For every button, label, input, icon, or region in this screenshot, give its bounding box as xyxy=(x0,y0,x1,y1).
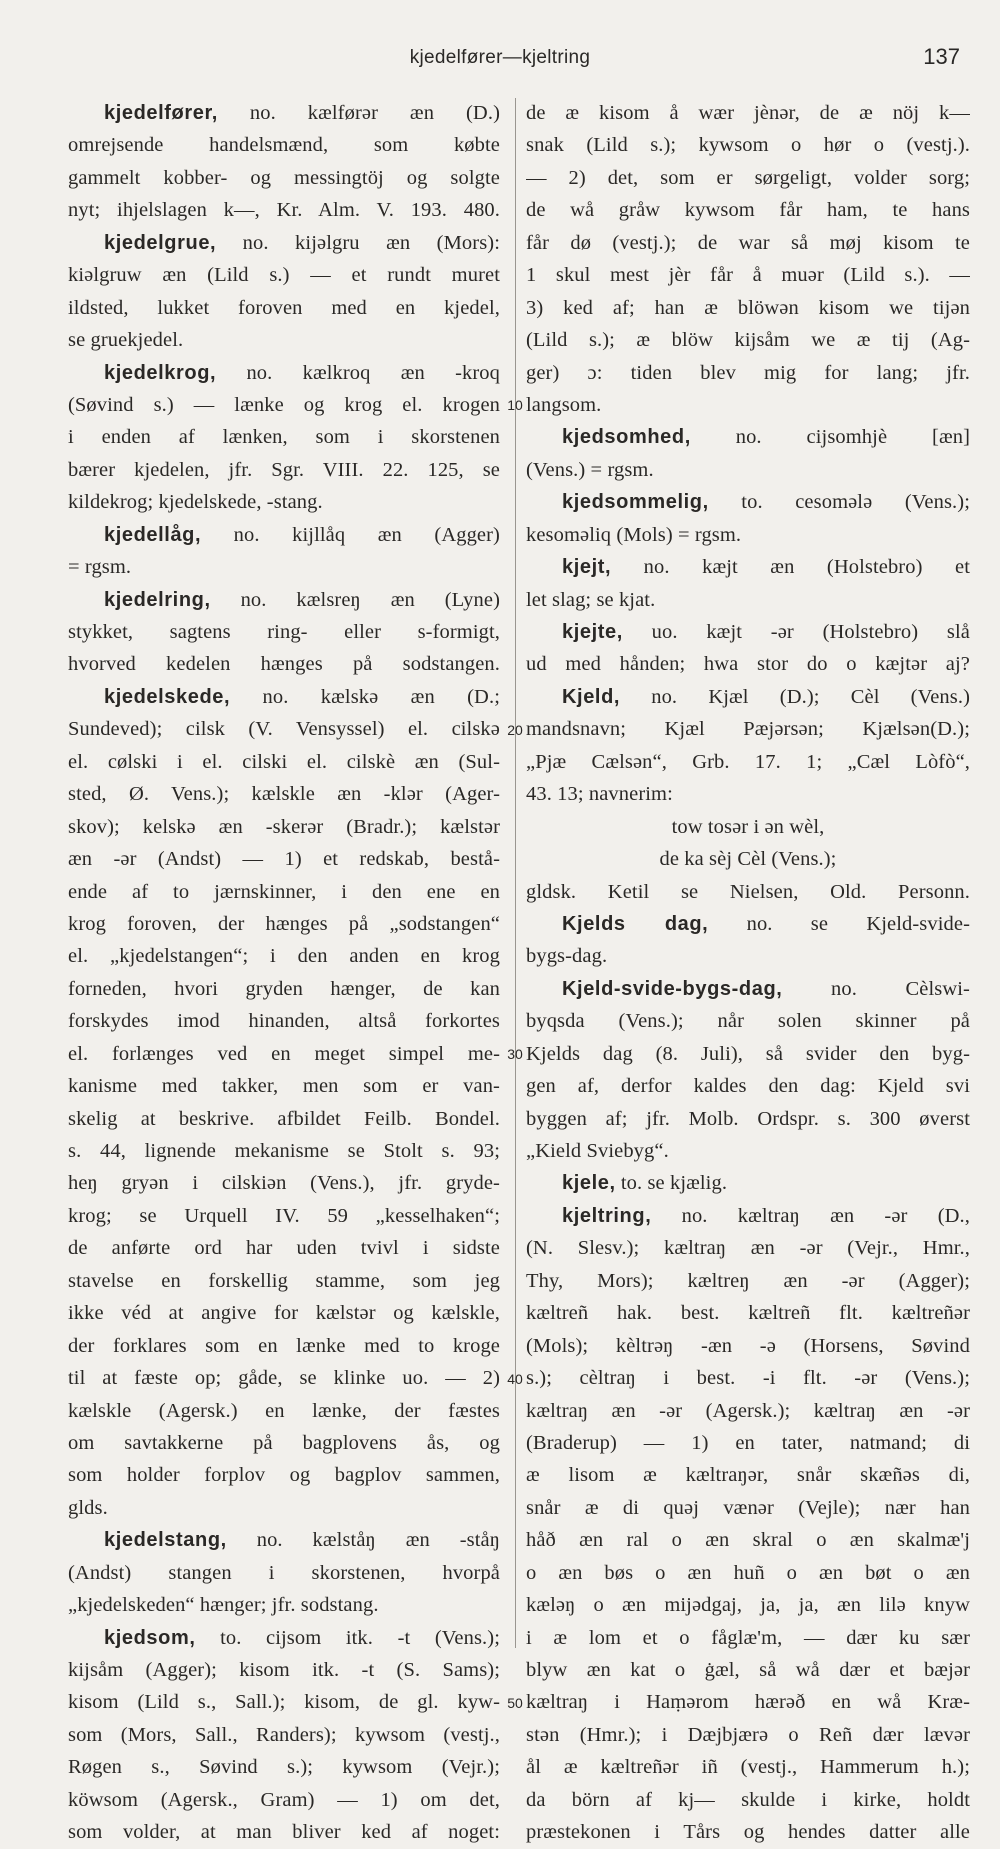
headword: kjedelkrog, xyxy=(104,361,217,384)
text-line xyxy=(526,1492,970,1524)
text-line xyxy=(526,1686,970,1718)
line-text: forneden, hvori gryden hænger, de kan xyxy=(68,977,500,1000)
text-line xyxy=(68,1751,500,1783)
line-text: (Søvind s.) — lænke og krog el. krogen xyxy=(68,393,500,416)
text-line xyxy=(526,519,970,551)
line-text: no. kælsreŋ æn (Lyne) xyxy=(210,588,500,611)
line-text: Kjelds dag (8. Juli), så svider den byg- xyxy=(526,1042,970,1065)
line-text: æn -ər (Andst) — 1) et redskab, bestå- xyxy=(68,848,500,871)
entry-headword-line xyxy=(68,97,500,129)
text-line xyxy=(68,1589,500,1621)
line-text: nyt; ihjelslagen k—, Kr. Alm. V. 193. 480. xyxy=(68,199,500,222)
line-text: til at fæste op; gåde, se klinke uo. — 2) xyxy=(68,1367,500,1390)
text-line xyxy=(68,1557,500,1589)
text-line xyxy=(68,876,500,908)
line-text: bygs-dag. xyxy=(526,945,608,968)
entry-headword-line xyxy=(68,227,500,259)
line-text: omrejsende handelsmænd, som købte xyxy=(68,134,500,157)
line-text: de ka sèj Cèl (Vens.); xyxy=(659,848,837,871)
text-line xyxy=(68,973,500,1005)
text-line xyxy=(68,713,500,745)
line-text: kæltraŋ æn -ər (Agersk.); kæltraŋ æn -ər xyxy=(526,1399,970,1422)
entry-headword-line xyxy=(526,908,970,940)
text-line xyxy=(68,1103,500,1135)
text-line xyxy=(68,1686,500,1718)
entry-headword-line xyxy=(68,584,500,616)
text-line xyxy=(68,940,500,972)
line-text: kildekrog; kjedelskede, -stang. xyxy=(68,491,323,514)
headword: kjedelskede, xyxy=(104,685,231,708)
page-number: 137 xyxy=(923,44,960,69)
line-text: 43. 13; navnerim: xyxy=(526,783,673,806)
line-text: stavelse en forskellig stamme, som jeg xyxy=(68,1269,500,1292)
line-text: stən (Hmr.); i Dæjbjærə o Reñ dær lævər xyxy=(526,1723,970,1746)
text-line xyxy=(526,389,970,421)
text-line xyxy=(68,129,500,161)
text-line xyxy=(526,1622,970,1654)
line-text: no. kælståŋ æn -ståŋ xyxy=(226,1529,500,1552)
line-text: 1 skul mest jèr får å muər (Lild s.). — xyxy=(526,264,970,287)
text-line xyxy=(68,1719,500,1751)
line-text: el. forlænges ved en meget simpel me- xyxy=(68,1042,500,1065)
entry-headword-line xyxy=(68,1622,500,1654)
text-line xyxy=(526,713,970,745)
text-line xyxy=(68,292,500,324)
text-line xyxy=(526,1816,970,1848)
line-text: kæltraŋ i Haṃərom hærəð en wå Kræ- xyxy=(526,1691,970,1714)
text-line xyxy=(526,1297,970,1329)
text-line xyxy=(68,389,500,421)
line-text: æ lisom æ kæltraŋər, snår skæñəs di, xyxy=(526,1464,970,1487)
line-text: tow tosər i ən wèl, xyxy=(671,815,825,838)
text-line xyxy=(68,1362,500,1394)
text-line xyxy=(526,843,970,875)
text-line xyxy=(526,1654,970,1686)
entry-headword-line xyxy=(526,616,970,648)
text-line xyxy=(526,1135,970,1167)
line-text: de æ kisom å wær jènər, de æ nöj k— xyxy=(526,102,970,124)
line-text: no. kæltraŋ æn -ər (D., xyxy=(651,1204,970,1227)
entry-headword-line xyxy=(68,681,500,713)
headword: Kjeld, xyxy=(562,685,621,708)
text-line xyxy=(526,1038,970,1070)
headword: kjele, xyxy=(562,1172,616,1195)
line-text: „Pjæ Cælsən“, Grb. 17. 1; „Cæl Lòfò“, xyxy=(526,750,970,773)
line-text: ende af to jærnskinner, i den ene en xyxy=(68,880,500,903)
line-text: Røgen s., Søvind s.); kywsom (Vejr.); xyxy=(68,1756,500,1779)
text-line xyxy=(68,811,500,843)
text-line xyxy=(68,648,500,680)
line-number: 30 xyxy=(507,1046,523,1063)
text-line xyxy=(526,227,970,259)
text-line xyxy=(526,1395,970,1427)
line-text: ål æ kæltreñər iñ (vestj., Hammerum h.); xyxy=(526,1756,970,1779)
text-line xyxy=(68,454,500,486)
text-line xyxy=(526,584,970,616)
line-text: kæltreñ hak. best. kæltreñ flt. kæltreñər xyxy=(526,1302,970,1325)
entry-headword-line xyxy=(526,973,970,1005)
entry-headword-line xyxy=(526,1200,970,1232)
line-text: (Vens.) = rgsm. xyxy=(526,458,654,481)
entry-headword-line xyxy=(526,551,970,583)
text-line xyxy=(526,1719,970,1751)
line-text: gldsk. Ketil se Nielsen, Old. Personn. xyxy=(526,880,970,903)
text-line xyxy=(526,1070,970,1102)
text-line xyxy=(68,1330,500,1362)
line-text: som (Mors, Sall., Randers); kywsom (vestj., xyxy=(68,1723,500,1746)
headword: Kjeld-svide-bygs-dag, xyxy=(562,977,783,1000)
line-text: byqsda (Vens.); når solen skinner på xyxy=(526,1010,970,1033)
line-text: som volder, at man bliver ked af noget: xyxy=(68,1821,500,1844)
line-text: kanisme med takker, men som er van- xyxy=(68,1075,500,1098)
text-line xyxy=(526,1265,970,1297)
line-text: kiəlgruw æn (Lild s.) — et rundt muret xyxy=(68,264,500,287)
line-text: no. cijsomhjè [æn] xyxy=(690,426,970,449)
entry-headword-line xyxy=(526,486,970,518)
line-text: to. se kjælig. xyxy=(615,1172,728,1195)
text-line xyxy=(526,1103,970,1135)
text-line xyxy=(526,1557,970,1589)
line-text: stykket, sagtens ring- eller s-formigt, xyxy=(68,621,500,643)
text-line xyxy=(68,1816,500,1848)
text-line xyxy=(526,811,970,843)
line-text: krog; se Urquell IV. 59 „kesselhaken“; xyxy=(68,1204,500,1227)
entry-headword-line xyxy=(68,519,500,551)
line-text: (Braderup) — 1) en tater, natmand; di xyxy=(526,1431,970,1454)
line-text: skov); kelskə æn -skerər (Bradr.); kælstər xyxy=(68,815,500,838)
text-line xyxy=(68,1784,500,1816)
text-line xyxy=(68,746,500,778)
line-text: (Lild s.); æ blöw kijsåm we æ tij (Ag- xyxy=(526,329,970,352)
text-line xyxy=(68,194,500,226)
line-text: el. cølski i el. cilski el. cilskè æn (Sul- xyxy=(68,750,500,773)
text-line xyxy=(526,97,970,129)
text-line xyxy=(68,1038,500,1070)
text-line xyxy=(68,1395,500,1427)
text-line xyxy=(68,1135,500,1167)
text-line xyxy=(68,1654,500,1686)
text-line xyxy=(68,551,500,583)
line-text: ger) ɔ: tiden blev mig for lang; jfr. xyxy=(526,361,970,384)
text-line xyxy=(526,324,970,356)
text-line xyxy=(526,1589,970,1621)
line-text: får dø (vestj.); de war så møj kisom te xyxy=(526,231,970,254)
line-text: = rgsm. xyxy=(68,556,132,579)
line-text: Thy, Mors); kæltreŋ æn -ər (Agger); xyxy=(526,1269,970,1292)
headword: kjedellåg, xyxy=(104,523,202,546)
text-line xyxy=(68,1427,500,1459)
text-line xyxy=(68,486,500,518)
running-header xyxy=(0,44,1000,74)
line-text: ildsted, lukket foroven med en kjedel, xyxy=(68,296,500,319)
text-line xyxy=(68,778,500,810)
text-line xyxy=(68,162,500,194)
text-line xyxy=(526,778,970,810)
line-text: der forklares som en lænke med to kroge xyxy=(68,1334,500,1357)
line-text: ud med hånden; hwa stor do o kæjtər aj? xyxy=(526,653,970,676)
line-text: uo. kæjt -ər (Holstebro) slå xyxy=(622,621,970,643)
text-line xyxy=(526,746,970,778)
line-text: s.); cèltraŋ i best. -i flt. -ər (Vens.); xyxy=(526,1367,970,1390)
text-line xyxy=(526,259,970,291)
line-text: let slag; se kjat. xyxy=(526,588,656,611)
line-text: Sundeved); cilsk (V. Vensyssel) el. cilskə xyxy=(68,718,500,741)
text-line xyxy=(68,1297,500,1329)
line-text: no. Kjæl (D.); Cèl (Vens.) xyxy=(620,685,970,708)
text-line xyxy=(526,129,970,161)
text-line xyxy=(526,876,970,908)
entry-headword-line xyxy=(526,1167,970,1199)
text-line xyxy=(68,616,500,648)
text-line xyxy=(526,940,970,972)
line-text: no. kælskə æn (D.; xyxy=(230,685,500,708)
line-text: byggen af; jfr. Molb. Ordspr. s. 300 øverst xyxy=(526,1107,970,1130)
text-line xyxy=(68,843,500,875)
line-text: no. Cèlswi- xyxy=(782,977,970,1000)
line-text: skelig at beskrive. afbildet Feilb. Bondel. xyxy=(68,1107,500,1130)
line-text: kælskle (Agersk.) en lænke, der fæstes xyxy=(68,1399,500,1422)
text-line xyxy=(68,908,500,940)
text-line xyxy=(68,1232,500,1264)
headword: Kjelds dag, xyxy=(562,912,709,935)
line-text: „kjedelskeden“ hænger; jfr. sodstang. xyxy=(68,1594,379,1617)
running-title: kjedelfører—kjeltring xyxy=(409,47,591,68)
line-number: 10 xyxy=(507,397,523,414)
line-text: gen af, derfor kaldes den dag: Kjeld svi xyxy=(526,1075,970,1098)
entry-headword-line xyxy=(526,681,970,713)
line-text: to. cijsom itk. -t (Vens.); xyxy=(195,1626,500,1649)
text-line xyxy=(526,454,970,486)
line-text: no. kælkroq æn -kroq xyxy=(216,361,500,384)
line-text: mandsnavn; Kjæl Pæjərsən; Kjælsən(D.); xyxy=(526,718,970,741)
line-text: snak (Lild s.); kywsom o hør o (vestj.). xyxy=(526,134,970,157)
text-line xyxy=(68,1005,500,1037)
headword: kjedelgrue, xyxy=(104,231,217,254)
line-text: no. se Kjeld-svide- xyxy=(708,912,970,935)
text-line xyxy=(526,1362,970,1394)
line-text: krog foroven, der hænges på „sodstangen“ xyxy=(68,912,500,935)
line-text: forskydes imod hinanden, altså forkortes xyxy=(68,1010,500,1033)
text-line xyxy=(526,1459,970,1491)
line-text: i æ lom et o fåglæ'm, — dær ku sær xyxy=(526,1626,970,1649)
right-column xyxy=(526,97,970,1849)
line-text: o æn bøs o æn huñ o æn bøt o æn xyxy=(526,1561,970,1584)
line-text: som holder forplov og bagplov sammen, xyxy=(68,1464,500,1487)
line-text: köwsom (Agersk., Gram) — 1) om det, xyxy=(68,1788,500,1811)
headword: kjedelstang, xyxy=(104,1529,227,1552)
text-line xyxy=(526,1427,970,1459)
line-text: præstekonen i Tårs og hendes datter alle xyxy=(526,1821,970,1844)
text-line xyxy=(68,1459,500,1491)
line-text: blyw æn kat o ġæl, så wå dær et bæjər xyxy=(526,1659,970,1681)
line-number: 40 xyxy=(507,1370,523,1387)
column-divider xyxy=(515,98,516,1648)
text-line xyxy=(68,259,500,291)
headword: kjedelring, xyxy=(104,588,211,611)
line-text: el. „kjedelstangen“; i den anden en krog xyxy=(68,945,500,968)
line-text: — 2) det, som er sørgeligt, volder sorg; xyxy=(526,166,970,189)
text-line xyxy=(68,1492,500,1524)
line-text: (N. Slesv.); kæltraŋ æn -ər (Vejr., Hmr., xyxy=(526,1237,970,1260)
text-line xyxy=(68,1070,500,1102)
line-text: heŋ gryən i cilskiən (Vens.), jfr. gryde- xyxy=(68,1172,500,1195)
line-text: langsom. xyxy=(526,393,602,416)
text-line xyxy=(526,1751,970,1783)
text-line xyxy=(68,1200,500,1232)
text-line xyxy=(526,648,970,680)
line-text: i enden af lænken, som i skorstenen xyxy=(68,426,500,449)
line-text: kesoməliq (Mols) = rgsm. xyxy=(526,523,742,546)
headword: kjejt, xyxy=(562,556,612,579)
text-line xyxy=(68,421,500,453)
text-line xyxy=(526,1330,970,1362)
entry-headword-line xyxy=(526,421,970,453)
line-text: kæləŋ o æn mijədgaj, ja, ja, æn lilə knyw xyxy=(526,1594,970,1617)
line-text: sted, Ø. Vens.); kælskle æn -klər (Ager- xyxy=(68,783,500,806)
line-text: (Mols); kèltrəŋ -æn -ə (Horsens, Søvind xyxy=(526,1334,970,1357)
line-text: no. kijllåq æn (Agger) xyxy=(201,523,500,546)
text-line xyxy=(526,194,970,226)
line-text: no. kæjt æn (Holstebro) et xyxy=(611,556,970,579)
entry-headword-line xyxy=(68,1524,500,1556)
text-line xyxy=(68,324,500,356)
text-line xyxy=(526,1005,970,1037)
line-text: håð æn ral o æn skral o æn skalmæ'j xyxy=(526,1529,970,1552)
line-text: to. cesomələ (Vens.); xyxy=(708,491,970,514)
entry-headword-line xyxy=(68,357,500,389)
line-text: (Andst) stangen i skorstenen, hvorpå xyxy=(68,1561,500,1584)
text-line xyxy=(68,1167,500,1199)
line-text: kijsåm (Agger); kisom itk. -t (S. Sams); xyxy=(68,1659,500,1681)
line-text: gammelt kobber- og messingtöj og solgte xyxy=(68,166,500,189)
line-text: se gruekjedel. xyxy=(68,329,184,352)
line-text: kisom (Lild s., Sall.); kisom, de gl. kyw- xyxy=(68,1691,500,1714)
line-number: 20 xyxy=(507,721,523,738)
headword: kjedsom, xyxy=(104,1626,196,1649)
headword: kjedsommelig, xyxy=(562,491,709,514)
text-line xyxy=(526,1524,970,1556)
line-text: snår æ di quəj vænər (Vejle); nær han xyxy=(526,1496,970,1519)
text-line xyxy=(526,1232,970,1264)
line-text: no. kælførər æn (D.) xyxy=(217,102,500,124)
headword: kjeltring, xyxy=(562,1204,652,1227)
headword: kjejte, xyxy=(562,621,623,643)
line-text: 3) ked af; han æ blöwən kisom we tijən xyxy=(526,296,970,319)
line-text: no. kijəlgru æn (Mors): xyxy=(216,231,500,254)
text-line xyxy=(526,292,970,324)
line-text: glds. xyxy=(68,1496,108,1519)
line-text: de anførte ord har uden tvivl i sidste xyxy=(68,1237,500,1260)
line-text: bærer kjedelen, jfr. Sgr. VIII. 22. 125, se xyxy=(68,458,500,481)
left-column xyxy=(68,97,500,1849)
line-text: „Kield Sviebyg“. xyxy=(526,1140,669,1162)
line-text: de wå gråw kywsom får ham, te hans xyxy=(526,199,970,222)
line-text: om savtakkerne på bagplovens ås, og xyxy=(68,1431,500,1454)
text-line xyxy=(526,162,970,194)
line-text: s. 44, lignende mekanisme se Stolt s. 93; xyxy=(68,1140,500,1162)
line-text: ikke véd at angive for kælstər og kælskle, xyxy=(68,1302,500,1325)
line-text: hvorved kedelen hænges på sodstangen. xyxy=(68,653,500,676)
text-line xyxy=(68,1265,500,1297)
line-text: da börn af kj— skulde i kirke, holdt xyxy=(526,1788,970,1811)
text-line xyxy=(526,357,970,389)
headword: kjedelfører, xyxy=(104,102,218,124)
headword: kjedsomhed, xyxy=(562,426,691,449)
line-number: 50 xyxy=(507,1695,523,1712)
text-line xyxy=(526,1784,970,1816)
